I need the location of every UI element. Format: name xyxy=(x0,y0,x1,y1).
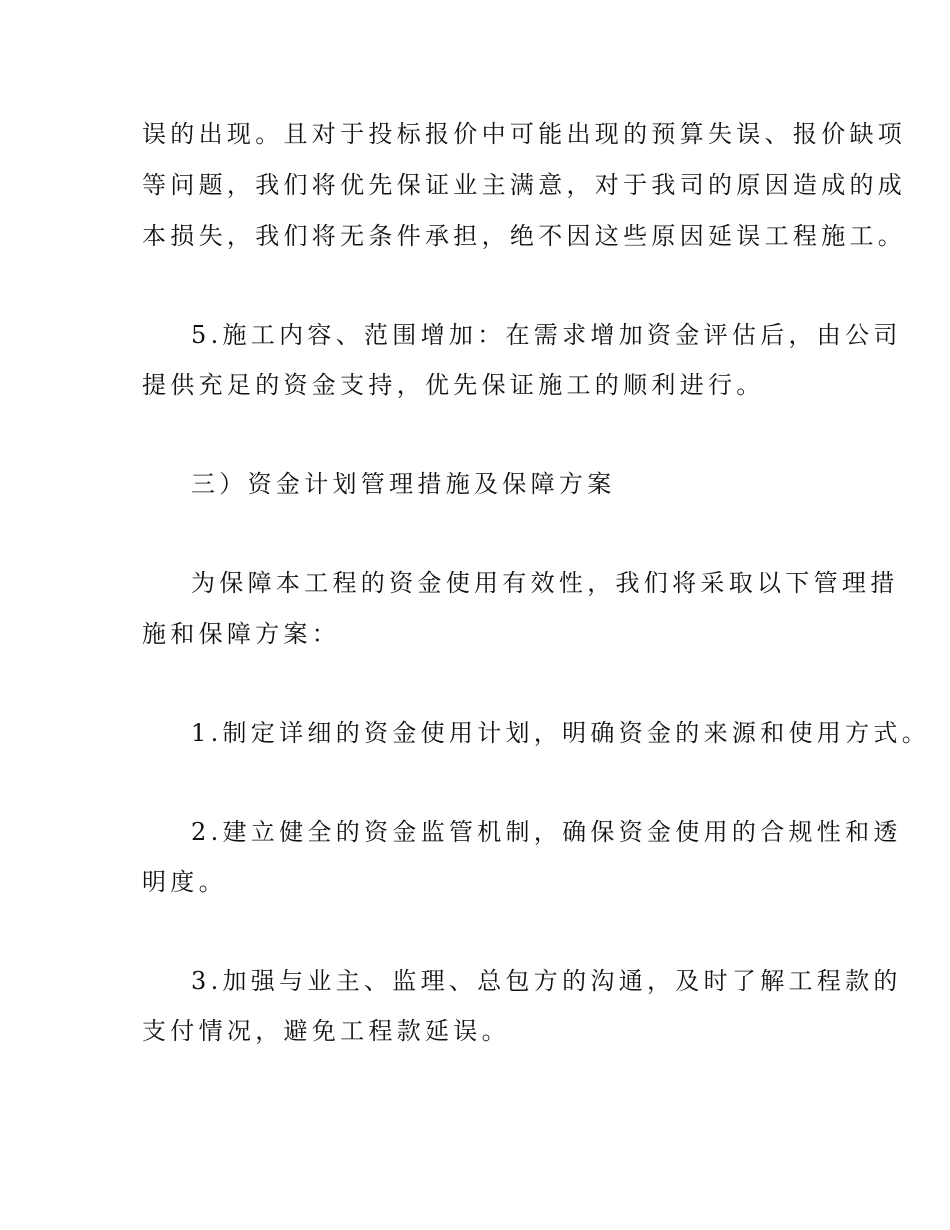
text-line: 提供充足的资金支持，优先保证施工的顺利进行。 xyxy=(142,371,765,399)
text-line: 为保障本工程的资金使用有效性，我们将采取以下管理措 xyxy=(191,569,899,597)
text-line: 明度。 xyxy=(142,868,227,896)
heading-text: 三）资金计划管理措施及保障方案 xyxy=(191,470,616,498)
text-line: 2.建立健全的资金监管机制，确保资金使用的合规性和透 xyxy=(191,818,902,846)
text-line: 1.制定详细的资金使用计划，明确资金的来源和使用方式。 xyxy=(191,719,930,747)
text-line: 本损失，我们将无条件承担，绝不因这些原因延误工程施工。 xyxy=(142,222,907,250)
text-line: 支付情况，避免工程款延误。 xyxy=(142,1017,510,1045)
text-line: 5.施工内容、范围增加：在需求增加资金评估后，由公司 xyxy=(191,321,902,349)
text-line: 等问题，我们将优先保证业主满意，对于我司的原因造成的成 xyxy=(142,171,907,199)
text-line: 误的出现。且对于投标报价中可能出现的预算失误、报价缺项 xyxy=(142,120,907,148)
text-line: 3.加强与业主、监理、总包方的沟通，及时了解工程款的 xyxy=(191,967,902,995)
text-line: 施和保障方案： xyxy=(142,620,341,648)
